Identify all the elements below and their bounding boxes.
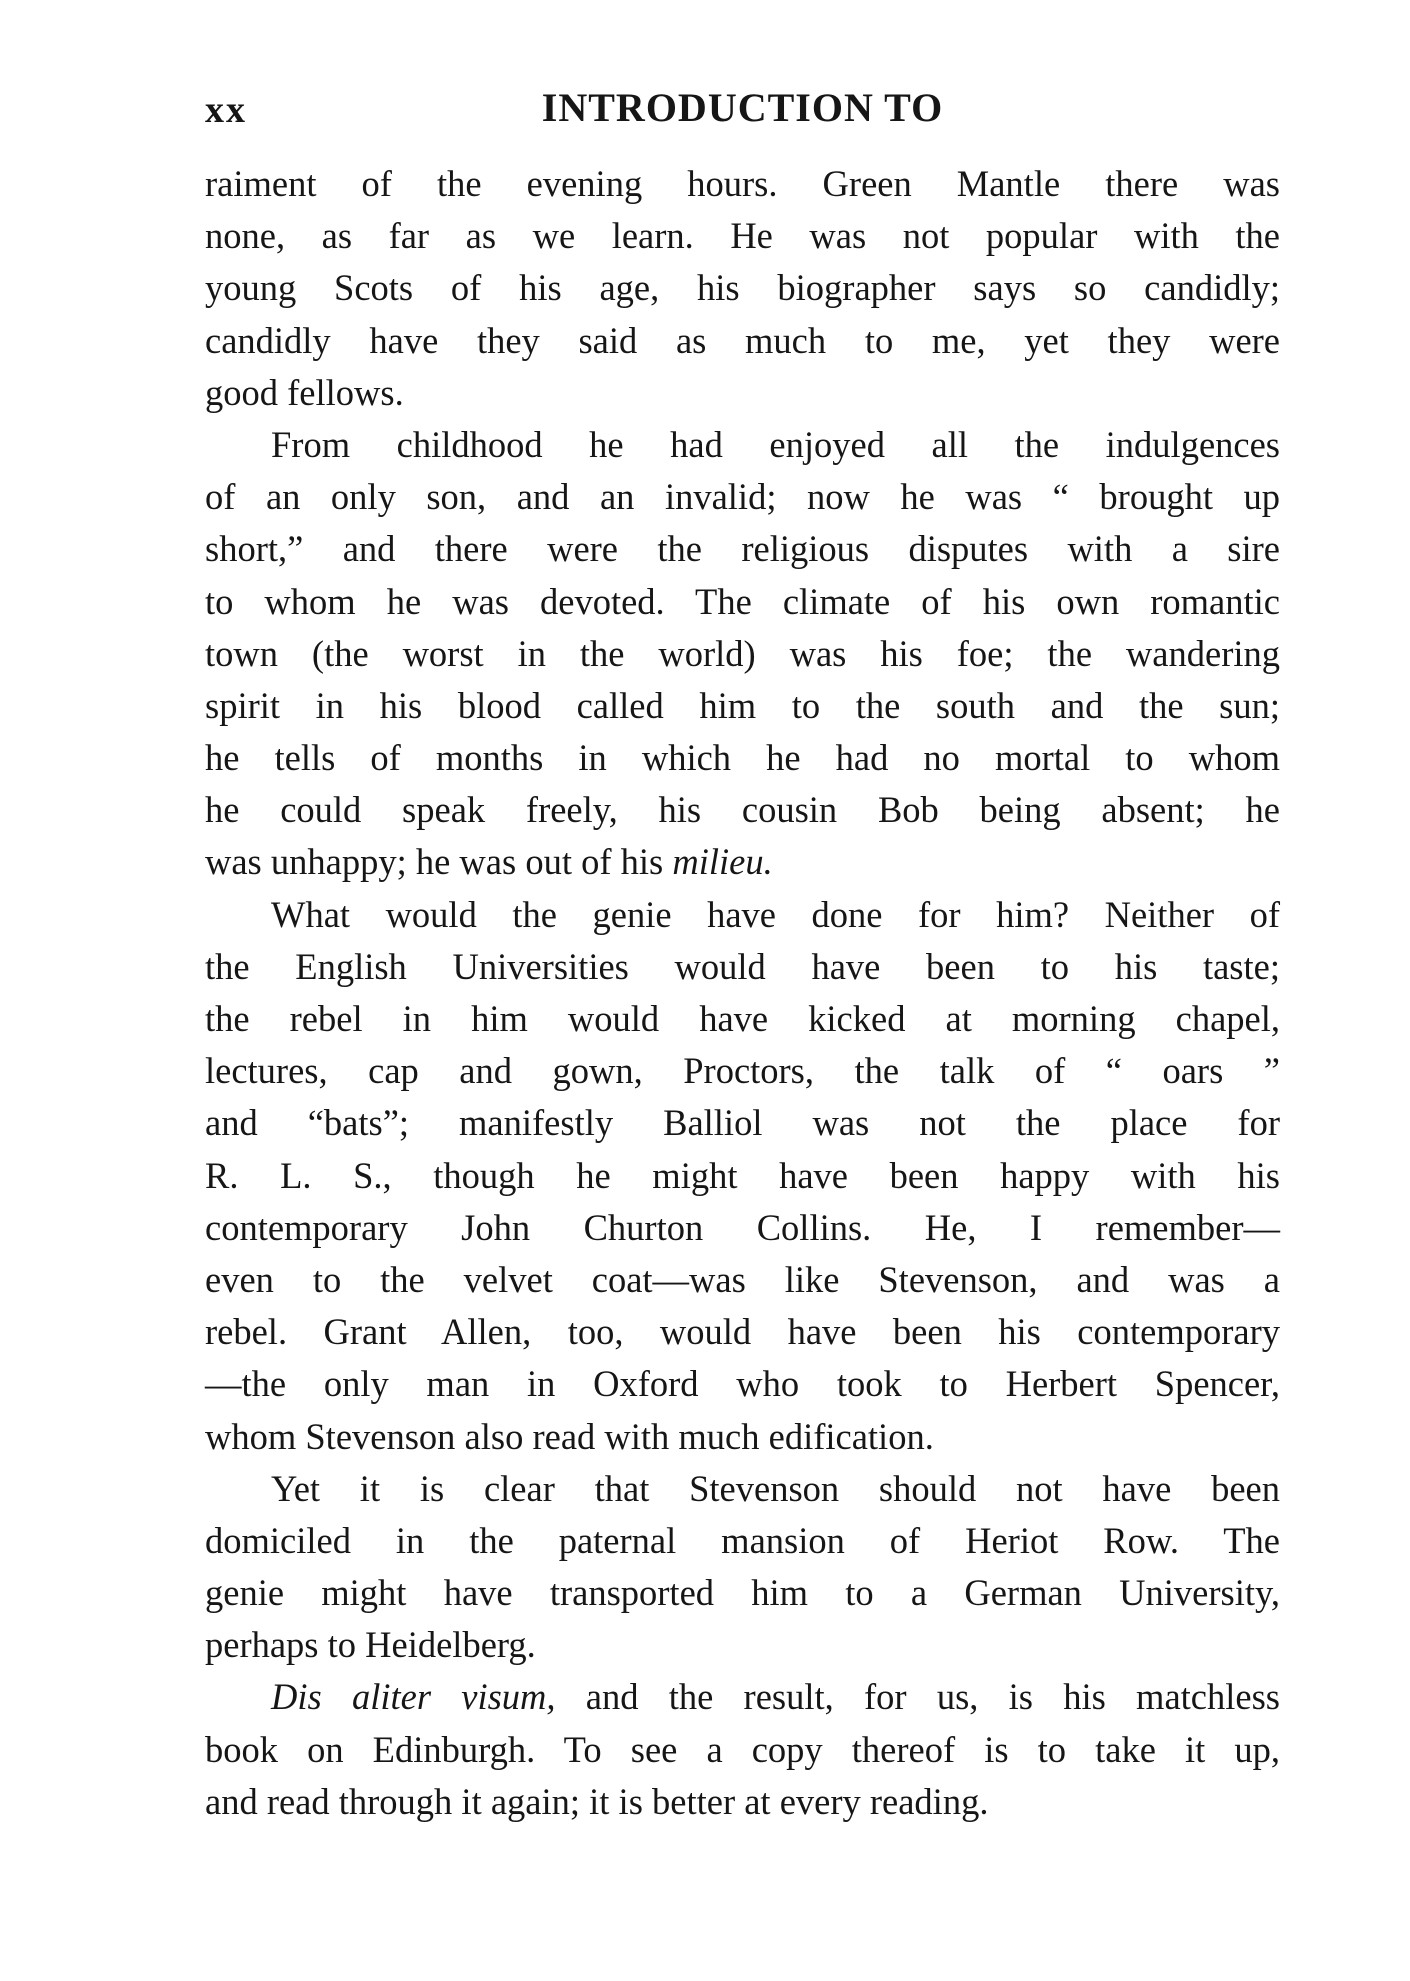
text-line: of an only son, and an invalid; now he was “ brought up bbox=[205, 476, 1280, 518]
italic-text: Dis aliter visum, bbox=[271, 1676, 556, 1718]
text-line bbox=[205, 836, 1280, 888]
text-line: contemporary John Churton Collins. He, I remember— bbox=[205, 1206, 1280, 1248]
text-line: From childhood he had enjoyed all the indulgences bbox=[271, 423, 1280, 465]
text-line: spirit in his blood called him to the south and the sun; bbox=[205, 684, 1280, 726]
text-run: and the result, for us, is his matchless bbox=[555, 1676, 1280, 1718]
text-line: and read through it again; it is better at every reading. bbox=[205, 1780, 989, 1822]
text-line: perhaps to Heidelberg. bbox=[205, 1624, 536, 1666]
text-line: candidly have they said as much to me, yet they were bbox=[205, 319, 1280, 361]
italic-text: milieu. bbox=[672, 841, 773, 883]
text-line: domiciled in the paternal mansion of Heriot Row. The bbox=[205, 1519, 1280, 1561]
text-run: was unhappy; he was out of his bbox=[205, 841, 673, 883]
text-line: none, as far as we learn. He was not popular with the bbox=[205, 215, 1280, 257]
text-line: and “bats”; manifestly Balliol was not the place for bbox=[205, 1102, 1280, 1144]
text-line: Yet it is clear that Stevenson should not have been bbox=[271, 1467, 1280, 1509]
text-line: even to the velvet coat—was like Stevenson, and was a bbox=[205, 1258, 1280, 1300]
text-line: to whom he was devoted. The climate of his own romantic bbox=[205, 580, 1280, 622]
text-line: lectures, cap and gown, Proctors, the talk of “ oars ” bbox=[205, 1050, 1280, 1092]
text-line: —the only man in Oxford who took to Herbert Spencer, bbox=[205, 1363, 1280, 1405]
text-line: short,” and there were the religious disputes with a sire bbox=[205, 528, 1280, 570]
running-title: INTRODUCTION TO bbox=[541, 85, 944, 130]
body-text bbox=[205, 158, 1280, 1828]
text-line: he tells of months in which he had no mortal to whom bbox=[205, 737, 1280, 779]
text-line: raiment of the evening hours. Green Mantle there was bbox=[205, 163, 1280, 204]
text-line: the rebel in him would have kicked at morning chapel, bbox=[205, 998, 1280, 1039]
text-line bbox=[205, 1671, 1280, 1723]
text-line: What would the genie have done for him? Neither of bbox=[271, 893, 1280, 935]
text-line: he could speak freely, his cousin Bob being absent; he bbox=[205, 789, 1280, 831]
text-line: genie might have transported him to a German University, bbox=[205, 1572, 1280, 1614]
text-line: town (the worst in the world) was his foe; the wandering bbox=[205, 632, 1280, 674]
text-line: book on Edinburgh. To see a copy thereof is to take it up, bbox=[205, 1728, 1280, 1770]
text-line: good fellows. bbox=[205, 371, 404, 413]
page-number: xx bbox=[205, 89, 247, 131]
text-line: young Scots of his age, his biographer says so candidly; bbox=[205, 267, 1280, 309]
text-line: whom Stevenson also read with much edification. bbox=[205, 1415, 934, 1457]
text-line: rebel. Grant Allen, too, would have been his contemporary bbox=[205, 1311, 1280, 1353]
text-line: the English Universities would have been to his taste; bbox=[205, 945, 1280, 987]
text-line: R. L. S., though he might have been happy with his bbox=[205, 1154, 1280, 1196]
page-header bbox=[205, 84, 1280, 144]
